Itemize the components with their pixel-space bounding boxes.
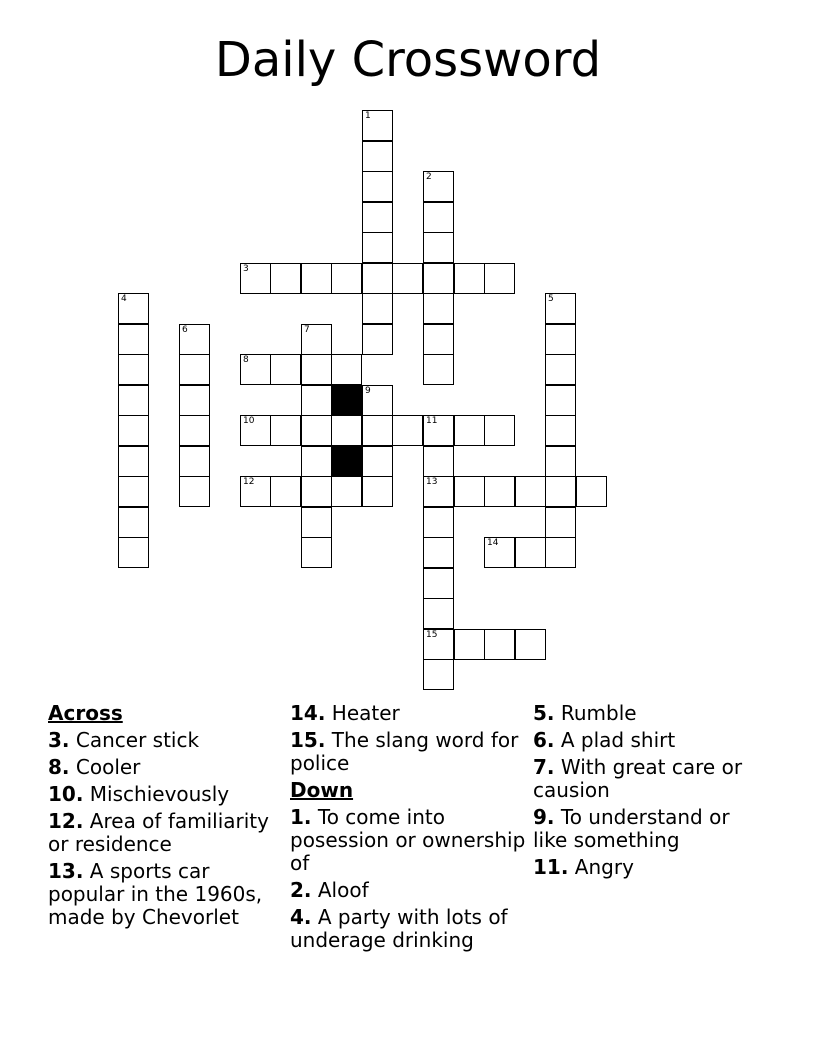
- clue-across-15[interactable]: [290, 729, 526, 775]
- clue-number: 2.: [290, 878, 312, 902]
- grid-cell[interactable]: [301, 446, 332, 477]
- clue-down-6[interactable]: [533, 729, 769, 752]
- block-cell: [331, 446, 362, 477]
- grid-cell[interactable]: [423, 232, 454, 263]
- clue-number: 3.: [48, 728, 70, 752]
- grid-cell[interactable]: [362, 476, 393, 507]
- grid-cell[interactable]: [545, 415, 576, 446]
- grid-cell[interactable]: [362, 232, 393, 263]
- grid-cell[interactable]: [545, 507, 576, 538]
- clue-down-1[interactable]: [290, 806, 526, 875]
- grid-cell[interactable]: [454, 476, 485, 507]
- grid-cell[interactable]: [240, 476, 271, 507]
- grid-cell[interactable]: [515, 537, 546, 568]
- grid-cell[interactable]: [301, 476, 332, 507]
- clue-text: Heater: [331, 701, 400, 725]
- clue-down-4[interactable]: [290, 906, 526, 952]
- grid-cell[interactable]: [179, 324, 210, 355]
- clue-number-label: 11: [426, 416, 438, 426]
- grid-cell[interactable]: [301, 324, 332, 355]
- grid-cell[interactable]: [423, 324, 454, 355]
- clue-number: 15.: [290, 728, 326, 752]
- clue-number: 4.: [290, 905, 312, 929]
- clue-across-10[interactable]: [48, 783, 284, 806]
- grid-cell[interactable]: [362, 324, 393, 355]
- grid-cell[interactable]: [362, 171, 393, 202]
- grid-cell[interactable]: [423, 598, 454, 629]
- clue-number-label: 7: [304, 325, 310, 335]
- clue-number-label: 8: [243, 355, 249, 365]
- grid-cell[interactable]: [270, 263, 301, 294]
- grid-cell[interactable]: [240, 263, 271, 294]
- clue-text: To understand or like something: [533, 805, 730, 852]
- clue-number: 5.: [533, 701, 555, 725]
- grid-cell[interactable]: [454, 629, 485, 660]
- clue-column-1: [48, 702, 284, 933]
- grid-cell[interactable]: [423, 629, 454, 660]
- grid-cell[interactable]: [362, 110, 393, 141]
- grid-cell[interactable]: [362, 293, 393, 324]
- grid-cell[interactable]: [118, 293, 149, 324]
- clue-number: 11.: [533, 855, 569, 879]
- grid-cell[interactable]: [118, 324, 149, 355]
- clue-number-label: 2: [426, 172, 432, 182]
- grid-cell[interactable]: [454, 263, 485, 294]
- grid-cell[interactable]: [545, 476, 576, 507]
- clue-down-7[interactable]: [533, 756, 769, 802]
- clue-text: To come into posession or ownership of: [290, 805, 526, 875]
- grid-cell[interactable]: [270, 415, 301, 446]
- grid-cell[interactable]: [301, 537, 332, 568]
- grid-cell[interactable]: [362, 141, 393, 172]
- grid-cell[interactable]: [515, 629, 546, 660]
- clue-text: Angry: [574, 855, 634, 879]
- grid-cell[interactable]: [423, 476, 454, 507]
- clue-across-8[interactable]: [48, 756, 284, 779]
- grid-cell[interactable]: [118, 354, 149, 385]
- grid-cell[interactable]: [301, 385, 332, 416]
- grid-cell[interactable]: [301, 415, 332, 446]
- grid-cell[interactable]: [331, 415, 362, 446]
- grid-cell[interactable]: [118, 507, 149, 538]
- grid-cell[interactable]: [179, 476, 210, 507]
- clue-number-label: 12: [243, 477, 255, 487]
- grid-cell[interactable]: [423, 415, 454, 446]
- clue-number-label: 5: [548, 294, 554, 304]
- clue-text: Cooler: [75, 755, 141, 779]
- clue-column-2: [290, 702, 526, 956]
- grid-cell[interactable]: [423, 171, 454, 202]
- grid-cell[interactable]: [423, 537, 454, 568]
- clue-number: 9.: [533, 805, 555, 829]
- clue-text: Area of familiarity or residence: [48, 809, 269, 856]
- clue-across-14[interactable]: [290, 702, 526, 725]
- grid-cell[interactable]: [423, 446, 454, 477]
- grid-cell[interactable]: [270, 354, 301, 385]
- grid-cell[interactable]: [484, 476, 515, 507]
- page-title: Daily Crossword: [214, 32, 602, 88]
- grid-cell[interactable]: [362, 446, 393, 477]
- grid-cell[interactable]: [576, 476, 607, 507]
- clue-text: Aloof: [317, 878, 369, 902]
- grid-cell[interactable]: [179, 385, 210, 416]
- clue-number: 10.: [48, 782, 84, 806]
- grid-cell[interactable]: [392, 415, 423, 446]
- grid-cell[interactable]: [423, 263, 454, 294]
- grid-cell[interactable]: [484, 629, 515, 660]
- clue-text: The slang word for police: [290, 728, 519, 775]
- grid-cell[interactable]: [484, 263, 515, 294]
- grid-cell[interactable]: [179, 446, 210, 477]
- grid-cell[interactable]: [423, 659, 454, 690]
- grid-cell[interactable]: [118, 446, 149, 477]
- clue-number: 13.: [48, 859, 84, 883]
- grid-cell[interactable]: [118, 476, 149, 507]
- grid-cell[interactable]: [545, 446, 576, 477]
- grid-cell[interactable]: [545, 354, 576, 385]
- clue-number: 7.: [533, 755, 555, 779]
- grid-cell[interactable]: [362, 263, 393, 294]
- clue-number-label: 14: [487, 538, 499, 548]
- grid-cell[interactable]: [423, 568, 454, 599]
- clue-across-3[interactable]: [48, 729, 284, 752]
- block-cell: [331, 385, 362, 416]
- grid-cell[interactable]: [362, 202, 393, 233]
- clue-text: Rumble: [560, 701, 637, 725]
- clue-number: 14.: [290, 701, 326, 725]
- clue-number-label: 13: [426, 477, 438, 487]
- clue-number: 12.: [48, 809, 84, 833]
- grid-cell[interactable]: [179, 354, 210, 385]
- clue-text: With great care or causion: [533, 755, 743, 802]
- clue-number: 8.: [48, 755, 70, 779]
- grid-cell[interactable]: [484, 537, 515, 568]
- clue-down-11[interactable]: [533, 856, 769, 879]
- grid-cell[interactable]: [545, 537, 576, 568]
- grid-cell[interactable]: [423, 293, 454, 324]
- grid-cell[interactable]: [118, 415, 149, 446]
- grid-cell[interactable]: [515, 476, 546, 507]
- grid-cell[interactable]: [331, 354, 362, 385]
- grid-cell[interactable]: [270, 476, 301, 507]
- grid-cell[interactable]: [423, 354, 454, 385]
- grid-cell[interactable]: [301, 507, 332, 538]
- grid-cell[interactable]: [484, 415, 515, 446]
- clue-down-9[interactable]: [533, 806, 769, 852]
- across-heading: Across: [48, 701, 123, 725]
- grid-cell[interactable]: [423, 202, 454, 233]
- grid-cell[interactable]: [392, 263, 423, 294]
- down-heading: Down: [290, 778, 354, 802]
- clue-number: 1.: [290, 805, 312, 829]
- clue-number-label: 3: [243, 264, 249, 274]
- grid-cell[interactable]: [362, 415, 393, 446]
- clue-text: Cancer stick: [75, 728, 200, 752]
- grid-cell[interactable]: [545, 293, 576, 324]
- grid-cell[interactable]: [301, 263, 332, 294]
- clue-down-2[interactable]: [290, 879, 526, 902]
- clue-number-label: 9: [365, 386, 371, 396]
- grid-cell[interactable]: [179, 415, 210, 446]
- grid-cell[interactable]: [362, 385, 393, 416]
- clue-text: A party with lots of underage drinking: [290, 905, 508, 952]
- clue-down-5[interactable]: [533, 702, 769, 725]
- clue-across-12[interactable]: [48, 810, 284, 856]
- clue-text: A plad shirt: [560, 728, 676, 752]
- grid-cell[interactable]: [118, 385, 149, 416]
- clue-across-13[interactable]: [48, 860, 284, 929]
- clue-number-label: 10: [243, 416, 255, 426]
- clue-text: Mischievously: [89, 782, 230, 806]
- clue-number-label: 1: [365, 111, 371, 121]
- grid-cell[interactable]: [331, 263, 362, 294]
- grid-cell[interactable]: [545, 324, 576, 355]
- grid-cell[interactable]: [331, 476, 362, 507]
- clue-column-3: [533, 702, 769, 883]
- clue-number: 6.: [533, 728, 555, 752]
- clue-number-label: 6: [182, 325, 188, 335]
- clue-number-label: 15: [426, 630, 438, 640]
- grid-cell[interactable]: [423, 507, 454, 538]
- clue-text: A sports car popular in the 1960s, made by Chevorlet: [48, 859, 263, 929]
- grid-cell[interactable]: [545, 385, 576, 416]
- grid-cell[interactable]: [454, 415, 485, 446]
- grid-cell[interactable]: [118, 537, 149, 568]
- grid-cell[interactable]: [240, 354, 271, 385]
- clue-number-label: 4: [121, 294, 127, 304]
- grid-cell[interactable]: [240, 415, 271, 446]
- grid-cell[interactable]: [301, 354, 332, 385]
